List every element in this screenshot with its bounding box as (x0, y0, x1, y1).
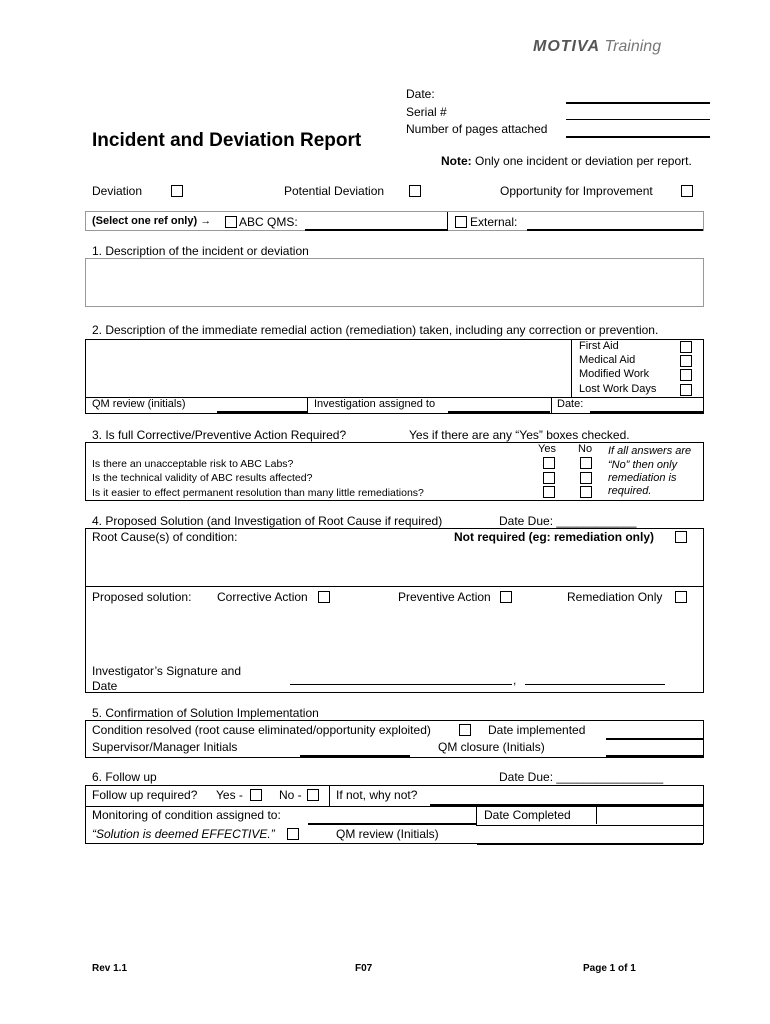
preventive-action-checkbox[interactable] (500, 591, 512, 603)
followup-row-divider (86, 806, 703, 807)
section3-heading: 3. Is full Corrective/Preventive Action Required? (92, 428, 347, 442)
monitoring-divider (476, 806, 477, 826)
note-label: Note: (441, 154, 472, 168)
investigation-field[interactable] (448, 411, 550, 413)
signature-label-1: Investigator’s Signature and (92, 664, 241, 678)
followup-no-label: No - (279, 788, 302, 802)
brand-name: MOTIVA (533, 38, 601, 55)
medical-aid-checkbox[interactable] (680, 355, 692, 367)
note-body: Only one incident or deviation per report. (471, 154, 692, 168)
signature-field[interactable] (290, 684, 512, 685)
deviation-label: Deviation (92, 184, 143, 198)
description-textarea[interactable] (85, 258, 704, 307)
brand-logo (533, 38, 661, 56)
remediation-only-label: Remediation Only (567, 590, 663, 604)
abc-qms-field[interactable] (305, 229, 447, 231)
s6-date-due: Date Due: ________________ (499, 770, 664, 784)
if-not-label: If not, why not? (336, 788, 418, 802)
question-1: Is there an unacceptable risk to ABC Labs? (92, 458, 294, 470)
opportunity-checkbox[interactable] (681, 185, 693, 197)
note-text (441, 154, 692, 168)
serial-label: Serial # (406, 105, 447, 119)
abc-qms-label: ABC QMS: (239, 215, 298, 229)
pages-field-line[interactable] (566, 136, 710, 138)
s2-divider-2 (551, 397, 552, 414)
medical-aid-label: Medical Aid (579, 354, 636, 366)
root-cause-divider (86, 586, 703, 587)
q3-no-checkbox[interactable] (580, 486, 592, 498)
ref-divider (447, 212, 448, 231)
lost-work-days-checkbox[interactable] (680, 384, 692, 396)
yes-note: Yes if there are any “Yes” boxes checked. (409, 428, 630, 442)
qm-closure-label: QM closure (Initials) (438, 740, 545, 754)
pages-label: Number of pages attached (406, 122, 548, 136)
qm-review-initials-label: QM review (initials) (92, 398, 186, 410)
date-implemented-field[interactable] (606, 738, 703, 740)
supervisor-initials-label: Supervisor/Manager Initials (92, 740, 238, 754)
first-aid-label: First Aid (579, 340, 619, 352)
q3-yes-checkbox[interactable] (543, 486, 555, 498)
external-field[interactable] (527, 229, 703, 231)
investigation-label: Investigation assigned to (314, 398, 436, 410)
s4-date-due: Date Due: ____________ (499, 514, 637, 528)
first-aid-checkbox[interactable] (680, 341, 692, 353)
side-note-1: If all answers are (608, 445, 692, 457)
section1-heading: 1. Description of the incident or deviation (92, 244, 309, 258)
preventive-action-label: Preventive Action (398, 590, 491, 604)
date-completed-divider (596, 806, 597, 824)
proposed-solution-label: Proposed solution: (92, 590, 192, 604)
footer-rev: Rev 1.1 (92, 963, 128, 974)
s2-date-field[interactable] (590, 411, 703, 413)
yes-column-label: Yes (538, 443, 556, 455)
deviation-checkbox[interactable] (171, 185, 183, 197)
followup-no-checkbox[interactable] (307, 789, 319, 801)
monitoring-label: Monitoring of condition assigned to: (92, 808, 281, 822)
followup-yes-label: Yes - (216, 788, 243, 802)
brand-suffix: Training (604, 38, 662, 55)
date-label: Date: (406, 87, 435, 101)
section5-heading: 5. Confirmation of Solution Implementation (92, 706, 319, 720)
remediation-only-checkbox[interactable] (675, 591, 687, 603)
s6-qm-review-field[interactable] (477, 843, 703, 845)
condition-resolved-label: Condition resolved (root cause eliminated/opportunity exploited) (92, 723, 431, 737)
q1-yes-checkbox[interactable] (543, 457, 555, 469)
potential-deviation-checkbox[interactable] (409, 185, 421, 197)
side-note-3: remediation is (608, 472, 677, 484)
side-note-2: “No” then only (608, 459, 678, 471)
date-implemented-label: Date implemented (488, 723, 586, 737)
signature-comma: , (513, 673, 517, 687)
not-required-checkbox[interactable] (675, 531, 687, 543)
section4-heading: 4. Proposed Solution (and Investigation of Root Cause if required) (92, 514, 443, 528)
external-label: External: (470, 215, 518, 229)
modified-work-label: Modified Work (579, 368, 650, 380)
date-completed-label: Date Completed (484, 808, 571, 822)
qm-review-initials-field[interactable] (217, 411, 307, 413)
modified-work-checkbox[interactable] (680, 369, 692, 381)
supervisor-initials-field[interactable] (300, 755, 410, 757)
s2-date-label: Date: (557, 398, 584, 410)
footer-page: Page 1 of 1 (583, 963, 636, 974)
abc-qms-checkbox[interactable] (225, 216, 237, 228)
side-note-4: required. (608, 485, 652, 497)
condition-resolved-checkbox[interactable] (459, 724, 471, 736)
monitoring-field[interactable] (308, 823, 476, 825)
section2-heading: 2. Description of the immediate remedial action (remediation) taken, including any correction or prevention. (92, 323, 659, 337)
effective-label: “Solution is deemed EFFECTIVE.” (92, 827, 275, 841)
corrective-action-label: Corrective Action (217, 590, 308, 604)
q2-yes-checkbox[interactable] (543, 472, 555, 484)
select-ref-label: (Select one ref only) → (92, 215, 212, 227)
page-title: Incident and Deviation Report (92, 130, 362, 151)
followup-yes-checkbox[interactable] (250, 789, 262, 801)
footer-form: F07 (355, 963, 373, 974)
followup-divider (329, 786, 330, 806)
followup-required-label: Follow up required? (92, 788, 198, 802)
section6-heading: 6. Follow up (92, 770, 157, 784)
date-field-line[interactable] (566, 102, 710, 104)
no-column-label: No (578, 443, 593, 455)
serial-field-line[interactable] (566, 119, 710, 120)
q2-no-checkbox[interactable] (580, 472, 592, 484)
lost-work-days-label: Lost Work Days (579, 383, 657, 395)
date-completed-field[interactable] (477, 825, 703, 826)
effective-checkbox[interactable] (287, 828, 299, 840)
opportunity-label: Opportunity for Improvement (500, 184, 653, 198)
q1-no-checkbox[interactable] (580, 457, 592, 469)
not-required-label: Not required (eg: remediation only) (454, 530, 655, 544)
s2-divider-1 (307, 397, 308, 414)
s6-qm-review-label: QM review (Initials) (336, 827, 439, 841)
signature-date-field[interactable] (525, 684, 665, 685)
question-3: Is it easier to effect permanent resolution than many little remediations? (92, 487, 424, 499)
signature-label-2: Date (92, 679, 118, 693)
external-checkbox[interactable] (455, 216, 467, 228)
question-2: Is the technical validity of ABC results affected? (92, 472, 313, 484)
corrective-action-checkbox[interactable] (318, 591, 330, 603)
potential-deviation-label: Potential Deviation (284, 184, 385, 198)
qm-closure-field[interactable] (606, 755, 703, 757)
root-cause-label: Root Cause(s) of condition: (92, 530, 238, 544)
remediation-divider (571, 340, 572, 398)
